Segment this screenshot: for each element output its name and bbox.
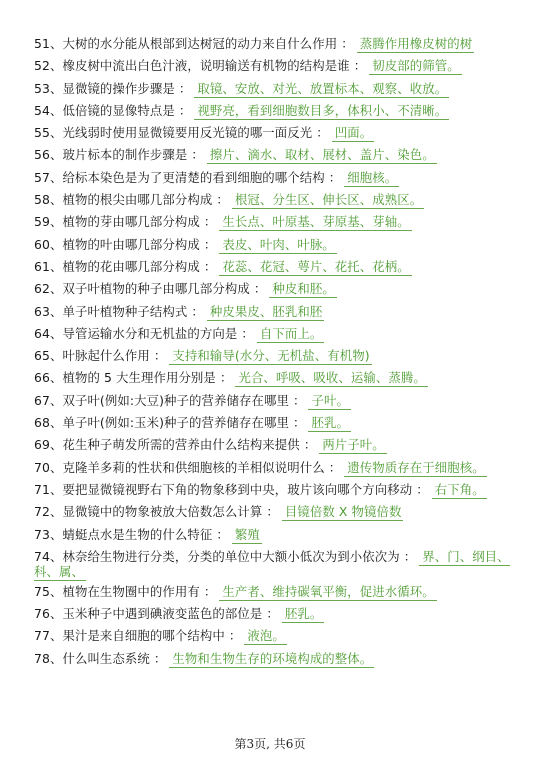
answer-text: 右下角。 <box>432 482 487 499</box>
answer-text: 繁殖 <box>232 527 262 544</box>
answer-text: 生产者、维持碳氧平衡，促进水循环。 <box>219 584 436 601</box>
qa-item <box>34 58 524 73</box>
answer-text: 种皮和胚。 <box>269 281 336 298</box>
answer-text: 细胞核。 <box>344 170 399 187</box>
answer-text: 遗传物质存在于细胞核。 <box>344 460 486 477</box>
qa-item <box>34 606 524 621</box>
question-text: 56、玻片标本的制作步骤是 ： <box>34 147 204 163</box>
qa-item <box>34 504 524 519</box>
answer-text: 胚乳。 <box>308 415 350 432</box>
qa-item <box>34 81 524 96</box>
answer-text: 胚乳。 <box>282 606 324 623</box>
question-text: 59、植物的芽由哪几部分构成 ： <box>34 214 217 230</box>
question-text: 65、叶脉起什么作用 ： <box>34 348 167 364</box>
qa-item <box>34 214 524 229</box>
answer-text: 自下而上。 <box>257 326 324 343</box>
question-text: 64、导管运输水分和无机盐的方向是 ： <box>34 325 254 341</box>
question-text: 71、要把显微镜视野右下角的物象移到中央，玻片该向哪个方向移动 ： <box>34 481 429 497</box>
question-text: 60、植物的叶由哪几部分构成 ： <box>34 236 217 252</box>
qa-item <box>34 628 524 643</box>
question-text: 74、林奈给生物进行分类，分类的单位中大额小低次为到小依次为 ： <box>34 548 417 564</box>
question-text: 69、花生种子萌发所需的营养由什么结构来提供 ： <box>34 437 317 453</box>
qa-item <box>34 348 524 363</box>
qa-list <box>34 36 524 673</box>
answer-text: 凹面。 <box>332 125 374 142</box>
answer-text: 擦片、滴水、取材、展材、盖片、染色。 <box>207 147 437 164</box>
question-text: 77、果汁是来自细胞的哪个结构中 ： <box>34 628 242 644</box>
question-text: 57、给标本染色是为了更清楚的看到细胞的哪个结构 ： <box>34 169 342 185</box>
answer-text: 目镜倍数 X 物镜倍数 <box>282 504 404 521</box>
qa-item <box>34 370 524 385</box>
qa-item <box>34 393 524 408</box>
qa-item <box>34 170 524 185</box>
qa-item <box>34 103 524 118</box>
question-text: 70、克隆羊多莉的性状和供细胞核的羊相似说明什么 ： <box>34 459 342 475</box>
question-text: 72、显微镜中的物象被放大倍数怎么计算 ： <box>34 504 279 520</box>
qa-item <box>34 549 524 579</box>
qa-item <box>34 36 524 51</box>
qa-item <box>34 259 524 274</box>
qa-item <box>34 326 524 341</box>
answer-text: 子叶。 <box>308 393 350 410</box>
question-text: 58、植物的根尖由哪几部分构成 ： <box>34 192 229 208</box>
qa-item <box>34 281 524 296</box>
question-text: 52、橡皮树中流出白色汁液，说明输送有机物的结构是谁 ： <box>34 58 367 74</box>
qa-item <box>34 437 524 452</box>
qa-item <box>34 237 524 252</box>
question-text: 53、显微镜的操作步骤是 ： <box>34 80 192 96</box>
answer-text: 表皮、叶肉、叶脉。 <box>219 237 336 254</box>
qa-item <box>34 527 524 542</box>
question-text: 54、低倍镜的显像特点是 ： <box>34 102 192 118</box>
question-text: 67、双子叶(例如:大豆)种子的营养储存在哪里 ： <box>34 392 306 408</box>
answer-text: 液泡。 <box>244 628 286 645</box>
qa-item <box>34 125 524 140</box>
answer-text: 取镜、安放、对光、放置标本、观察、收放。 <box>194 81 449 98</box>
question-text: 73、蜻蜓点水是生物的什么特征 ： <box>34 526 229 542</box>
answer-text: 蒸腾作用橡皮树的树 <box>357 36 474 53</box>
question-text: 78、什么叫生态系统 ： <box>34 650 167 666</box>
answer-text: 支持和输导(水分、无机盐、有机物) <box>169 348 371 365</box>
answer-text: 光合、呼吸、吸收、运输、蒸腾。 <box>235 370 427 387</box>
page-footer: 第3页, 共6页 <box>234 737 306 751</box>
qa-item <box>34 192 524 207</box>
answer-text: 生长点、叶原基、芽原基、芽轴。 <box>219 214 411 231</box>
question-text: 51、大树的水分能从根部到达树冠的动力来自什么作用 ： <box>34 36 354 51</box>
question-text: 76、玉米种子中遇到碘液变蓝色的部位是 ： <box>34 606 279 622</box>
question-text: 63、单子叶植物种子结构式 ： <box>34 303 204 319</box>
question-text: 66、植物的 5 大生理作用分别是 ： <box>34 370 233 386</box>
question-text: 55、光线弱时使用显微镜要用反光镜的哪一面反光 ： <box>34 125 329 141</box>
answer-text: 根冠、分生区、伸长区、成熟区。 <box>232 192 424 209</box>
answer-text: 种皮果皮、胚乳和胚 <box>207 304 324 321</box>
answer-text: 两片子叶。 <box>319 437 386 454</box>
answer-text: 生物和生物生存的环境构成的整体。 <box>169 651 374 668</box>
question-text: 61、植物的花由哪几部分构成 ： <box>34 258 217 274</box>
answer-text: 视野亮，看到细胞数目多，体积小、不清晰。 <box>194 103 449 120</box>
answer-text: 韧皮部的筛管。 <box>369 58 461 75</box>
qa-item <box>34 415 524 430</box>
qa-item <box>34 482 524 497</box>
qa-item <box>34 651 524 666</box>
question-text: 68、单子叶(例如:玉米)种子的营养储存在哪里 ： <box>34 415 306 431</box>
qa-item <box>34 304 524 319</box>
qa-item <box>34 584 524 599</box>
answer-text: 界、门、纲目、科、属、 <box>34 548 510 579</box>
qa-item <box>34 460 524 475</box>
question-text: 62、双子叶植物的种子由哪几部分构成 ： <box>34 281 267 297</box>
question-text: 75、植物在生物圈中的作用有 ： <box>34 583 217 599</box>
answer-text: 花蕊、花冠、萼片、花托、花柄。 <box>219 259 411 276</box>
qa-item <box>34 147 524 162</box>
